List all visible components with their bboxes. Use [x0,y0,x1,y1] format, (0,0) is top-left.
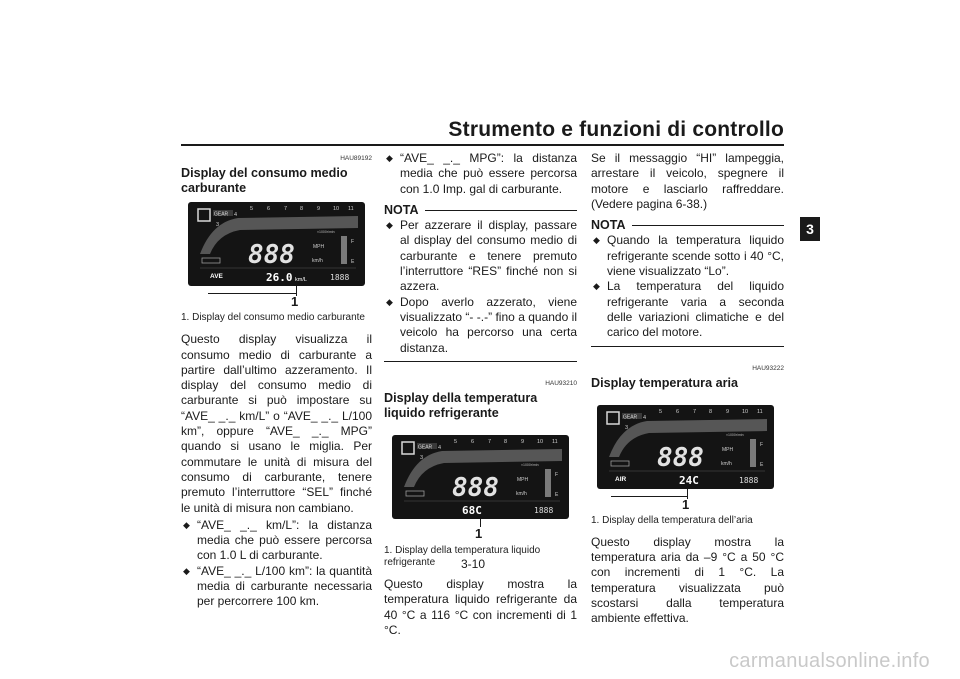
tick-label: 5 [454,439,458,446]
column-3 [591,151,784,627]
list-item: ◆ “AVE_ _._ L/100 km”: la quantità media di carburante necessaria per percorrere 100 km. [181,564,372,610]
callout-number: 1 [682,496,690,512]
mph-label: MPH [313,244,325,251]
odometer-digits: 1888 [534,506,554,516]
tick-label: 4 [438,445,442,452]
rpm-label: ×1000r/min [317,230,335,235]
tick-label: 5 [250,206,254,213]
callout-line [611,496,687,497]
header-rule [181,144,784,146]
nota-list [384,218,577,356]
body-paragraph: Questo display visualizza il consumo medio di carburante a partire dall’ultimo azzeramento. Il display del consumo medio di carburante si può impostare su “AVE_ _._ km/L” o “AVE_ _._ L/100 km”, oppure “AVE_ _._ MPG” quando si usano le miglia. Per commutare le unità di misura del consumo di carburante, tenere premuto l’interruttore “SEL” finché le unità di misura non cambiano. [181,332,372,515]
fuel-consumption-unit: km/L [295,277,307,284]
tick-label: 10 [333,206,340,213]
page-header-title: Strumento e funzioni di controllo [448,118,784,141]
tick-label: 8 [709,408,713,415]
coolant-temp-value: 68C [462,504,482,518]
main-digits: 888 [657,442,704,473]
tick-label: 7 [693,408,697,415]
callout-number: 1 [291,294,299,310]
section-code: HAU93222 [752,364,784,372]
tick-label: 8 [504,439,508,446]
nota-heading: NOTA [591,218,784,233]
fuel-full-label: F [760,441,764,448]
ave-label: AVE [210,273,223,281]
section-title-air: Display temperatura aria [591,375,738,390]
tick-label: 4 [234,212,238,219]
chapter-tab: 3 [800,217,820,241]
air-label: AIR [615,475,627,483]
section-title-fuel: Display del consumo medio carburante [181,166,348,196]
main-digits: 888 [248,240,295,271]
tick-label: 3 [420,455,424,462]
fuel-display-figure [181,202,372,312]
air-display-figure [591,405,784,515]
watermark-text: carmanualsonline.info [729,650,930,672]
instrument-display-illustration [392,435,569,519]
kmh-label: km/h [516,491,527,498]
coolant-display-figure [384,435,577,545]
section-code: HAU93210 [545,379,577,387]
tick-label: 3 [625,424,629,431]
nota-end-rule [591,346,784,347]
bullet-list [384,151,577,197]
figure-caption: 1. Display del consumo medio carburante [181,312,365,324]
instrument-display-illustration [597,405,774,489]
tick-label: 10 [537,439,544,446]
tick-label: 3 [216,222,220,229]
tick-label: 7 [488,439,492,446]
bullet-list [181,518,372,610]
list-item: ◆ “AVE_ _._ km/L”: la distanza media che può essere percorsa con 1.0 L di carburante. [181,518,372,564]
body-paragraph: Questo display mostra la temperatura aria da –9 °C a 50 °C con incrementi di 1 °C. La temperatura visualizzata può scostarsi dalla temperatura ambiente effettiva. [591,534,784,626]
fuel-empty-label: E [760,461,764,468]
rpm-label: ×1000r/min [726,432,744,437]
callout-number: 1 [475,526,483,542]
tick-label: 6 [471,439,475,446]
air-temp-value: 24C [679,473,699,487]
tick-label: 8 [300,206,304,213]
nota-end-rule [384,361,577,362]
tick-label: 6 [267,206,271,213]
tick-label: 4 [643,414,647,421]
tick-label: 11 [757,408,763,415]
list-item: ◆ “AVE_ _._ MPG”: la distanza media che può essere percorsa con 1.0 Imp. gal di carburante. [384,151,577,197]
section-title-coolant: Display della temperatura liquido refrigerante [384,391,538,421]
page-number: 3-10 [461,557,486,571]
section-code: HAU89192 [340,155,372,162]
tick-label: 11 [552,439,558,446]
rpm-label: ×1000r/min [521,463,539,468]
fuel-empty-label: E [351,259,355,266]
tick-label: 9 [317,206,321,213]
tick-label: 9 [726,408,730,415]
fuel-empty-label: E [555,492,559,499]
fuel-full-label: F [351,239,355,246]
body-paragraph: Se il messaggio “HI” lampeggia, arrestare il veicolo, spegnere il motore e lasciarlo raffreddare. (Vedere pagina 6-38.) [591,151,784,211]
column-2 [384,151,577,638]
tick-label: 7 [284,206,288,213]
odometer-digits: 1888 [739,475,759,485]
callout-line [208,293,296,294]
kmh-label: km/h [312,258,323,265]
gear-label: GEAR [214,211,229,218]
tick-label: 10 [742,408,749,415]
column-1 [181,151,372,610]
nota-heading: NOTA [384,203,577,218]
nota-list [591,233,784,340]
body-paragraph: Questo display mostra la temperatura liquido refrigerante da 40 °C a 116 °C con incrementi di 1 °C. [384,577,577,638]
gear-label: GEAR [418,444,433,451]
list-item: ◆ Quando la temperatura liquido refrigerante scende sotto i 40 °C, viene visualizzato “Lo”. [591,233,784,279]
list-item: ◆ Per azzerare il display, passare al display del consumo medio di carburante e tenere premuto l’interruttore “RES” finché non si azzera. [384,218,577,294]
figure-caption: 1. Display della temperatura liquido refrigerante [384,545,541,569]
figure-caption: 1. Display della temperatura dell’aria [591,514,753,526]
list-item: ◆ La temperatura del liquido refrigerante varia a seconda delle variazioni climatiche e del carico del motore. [591,279,784,340]
fuel-full-label: F [555,472,559,479]
tick-label: 11 [348,206,354,213]
instrument-display-illustration [188,202,365,286]
kmh-label: km/h [721,460,732,467]
gear-label: GEAR [623,414,638,421]
tick-label: 9 [521,439,525,446]
mph-label: MPH [517,477,529,484]
main-digits: 888 [452,473,499,504]
mph-label: MPH [722,446,734,453]
fuel-consumption-value: 26.0 [266,271,293,285]
tick-label: 6 [676,408,680,415]
list-item: ◆ Dopo averlo azzerato, viene visualizzato “- -.-” fino a quando il veicolo ha percorso una certa distanza. [384,295,577,356]
odometer-digits: 1888 [330,273,350,283]
tick-label: 5 [659,408,663,415]
